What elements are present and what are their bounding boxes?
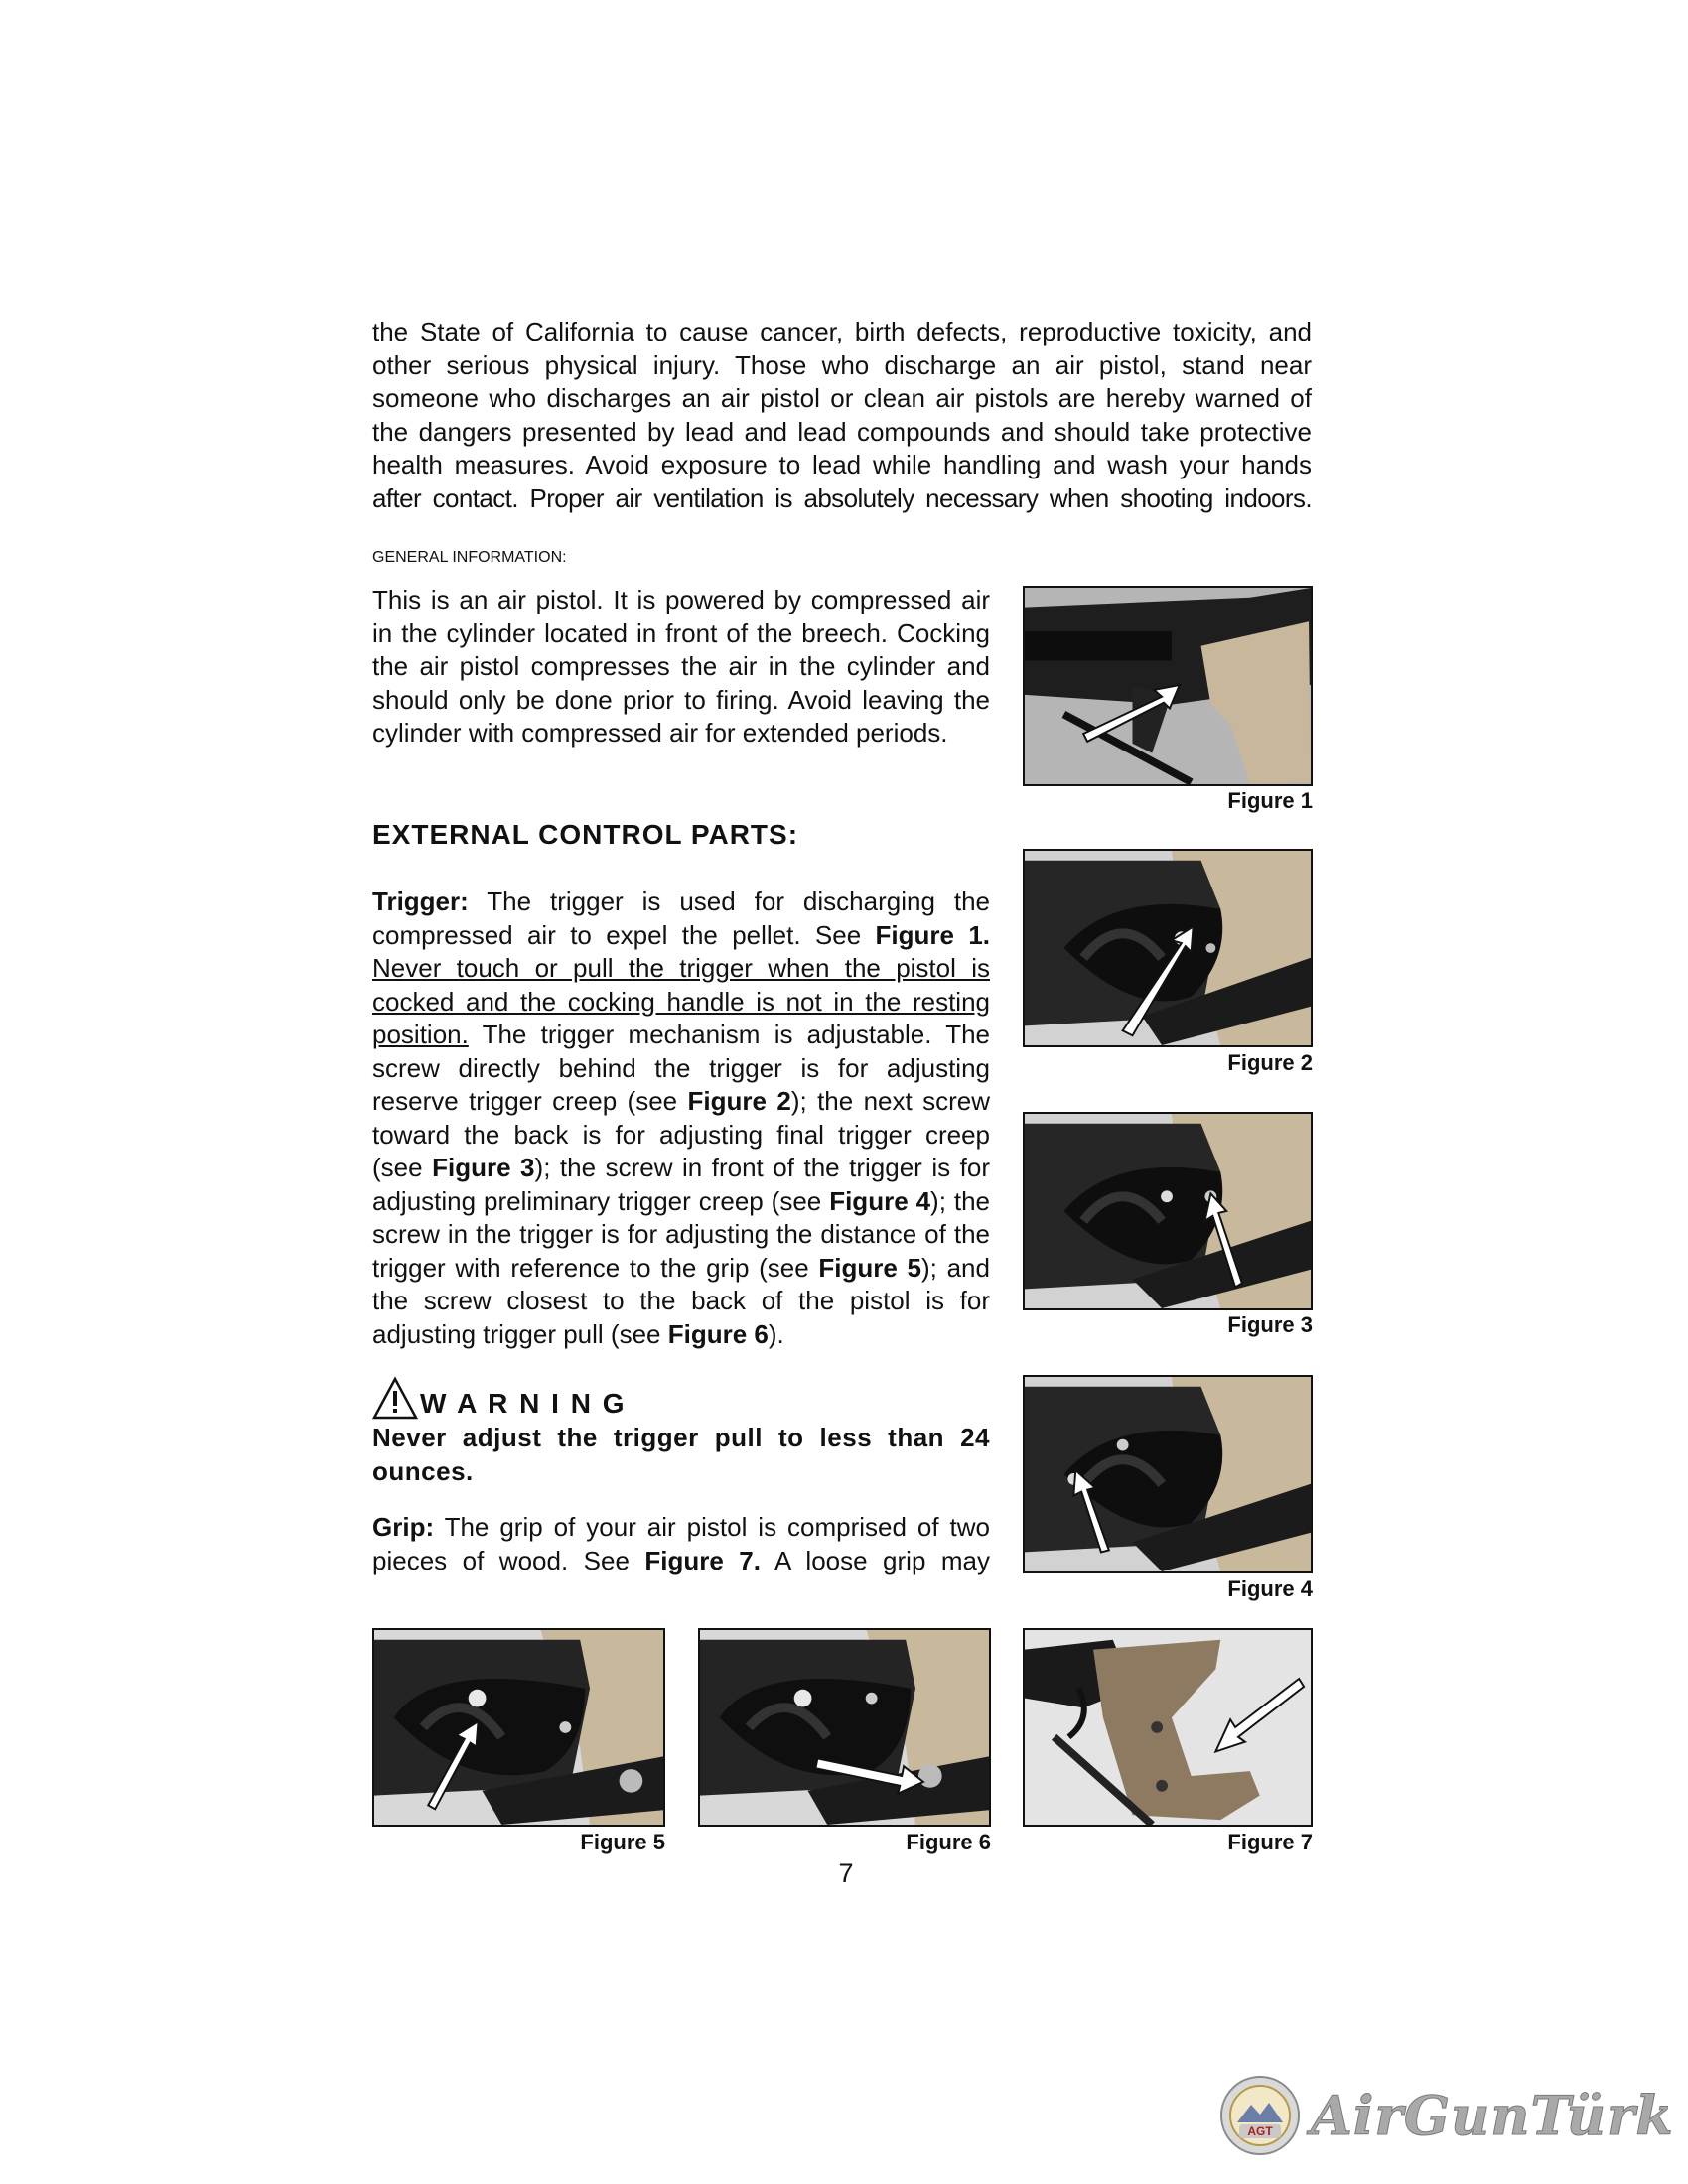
intro-line: the dangers presented by lead and lead compounds and should take protective <box>372 416 1312 447</box>
general-line: in the cylinder located in front of the breech. Cocking <box>372 617 990 648</box>
figure-ref: Figure 7. <box>644 1545 761 1575</box>
trigger-text: ). <box>768 1318 784 1349</box>
grip-paragraph <box>372 1511 990 1577</box>
figure-3-caption: Figure 3 <box>1227 1312 1313 1337</box>
figure-1-photo <box>1023 586 1313 786</box>
warning-title: W A R N I N G <box>420 1388 627 1419</box>
warning-block <box>372 1376 990 1488</box>
figure-ref: Figure 1. <box>875 919 991 950</box>
trigger-text: The trigger mechanism is adjustable. The screw directly behind the trigger is for adjusting reserve trigger creep (see <box>372 1020 990 1116</box>
figure-4-caption: Figure 4 <box>1227 1576 1313 1601</box>
general-line: the air pistol compresses the air in the cylinder and <box>372 651 990 681</box>
trigger-text: The trigger is used for discharging the compressed air to expel the pellet. See <box>372 887 990 950</box>
external-heading: EXTERNAL CONTROL PARTS: <box>372 819 799 850</box>
figure-4-photo <box>1023 1375 1313 1573</box>
intro-line: someone who discharges an air pistol or clean air pistols are hereby warned of <box>372 383 1312 413</box>
figure-ref: Figure 6 <box>667 1318 769 1349</box>
figure-6-caption: Figure 6 <box>906 1830 991 1854</box>
trigger-paragraph <box>372 886 990 1351</box>
grip-text: The grip of your air pistol is comprised of two pieces of wood. See <box>372 1512 990 1575</box>
general-paragraph <box>372 584 990 751</box>
svg-text:AGT: AGT <box>1247 2124 1273 2138</box>
watermark-logo <box>1219 2071 1686 2160</box>
figure-ref: Figure 4 <box>829 1185 931 1216</box>
warning-text: Never adjust the trigger pull to less than 24 ounces. <box>372 1423 990 1486</box>
trigger-text: ); the next screw toward the back is for adjusting final trigger creep (see <box>372 1086 991 1182</box>
trigger-text: ); and the screw closest to the back of the pistol is for adjusting trigger pull (see <box>372 1252 990 1349</box>
trigger-text: ); the screw in front of the trigger is for adjusting preliminary trigger creep (see <box>372 1153 990 1216</box>
figure-2-caption: Figure 2 <box>1227 1050 1313 1075</box>
general-line: This is an air pistol. It is powered by compressed air <box>372 585 990 614</box>
figure-5-caption: Figure 5 <box>580 1830 665 1854</box>
general-heading: GENERAL INFORMATION: <box>372 549 567 566</box>
intro-line: health measures. Avoid exposure to lead while handling and wash your hands <box>372 450 1312 479</box>
figure-3-photo <box>1023 1112 1313 1310</box>
figure-2-photo <box>1023 849 1313 1047</box>
figure-6-photo <box>698 1628 991 1827</box>
intro-line: other serious physical injury. Those who discharge an air pistol, stand near <box>372 349 1312 380</box>
figure-7-photo <box>1023 1628 1313 1827</box>
intro-line: the State of California to cause cancer, birth defects, reproductive toxicity, and <box>372 317 1312 346</box>
intro-paragraph <box>372 316 1312 515</box>
figure-5-photo <box>372 1628 665 1827</box>
figure-1-caption: Figure 1 <box>1227 788 1313 813</box>
agt-badge-icon <box>1219 2075 1301 2156</box>
intro-line: after contact. Proper air ventilation is absolutely necessary when shooting indoors. <box>372 482 1312 513</box>
figure-ref: Figure 5 <box>818 1252 922 1283</box>
figure-ref: Figure 3 <box>432 1153 535 1182</box>
warning-triangle-icon <box>372 1376 418 1420</box>
general-line: should only be done prior to firing. Avoid leaving the <box>372 684 990 715</box>
grip-text: A loose grip may <box>761 1545 990 1575</box>
figure-7-caption: Figure 7 <box>1227 1830 1313 1854</box>
grip-label: Grip: <box>372 1512 435 1542</box>
general-line: cylinder with compressed air for extended periods. <box>372 718 948 748</box>
watermark-brand: AirGunTürk <box>1311 2084 1674 2147</box>
trigger-text: ); the screw in the trigger is for adjusting the distance of the trigger with reference to the grip (see <box>372 1185 991 1283</box>
trigger-label: Trigger: <box>372 887 469 916</box>
figure-ref: Figure 2 <box>687 1086 791 1116</box>
trigger-caution: Never touch or pull the trigger when the pistol is cocked and the cocking handle is not in the resting position. <box>372 953 990 1049</box>
page-number: 7 <box>838 1858 854 1888</box>
